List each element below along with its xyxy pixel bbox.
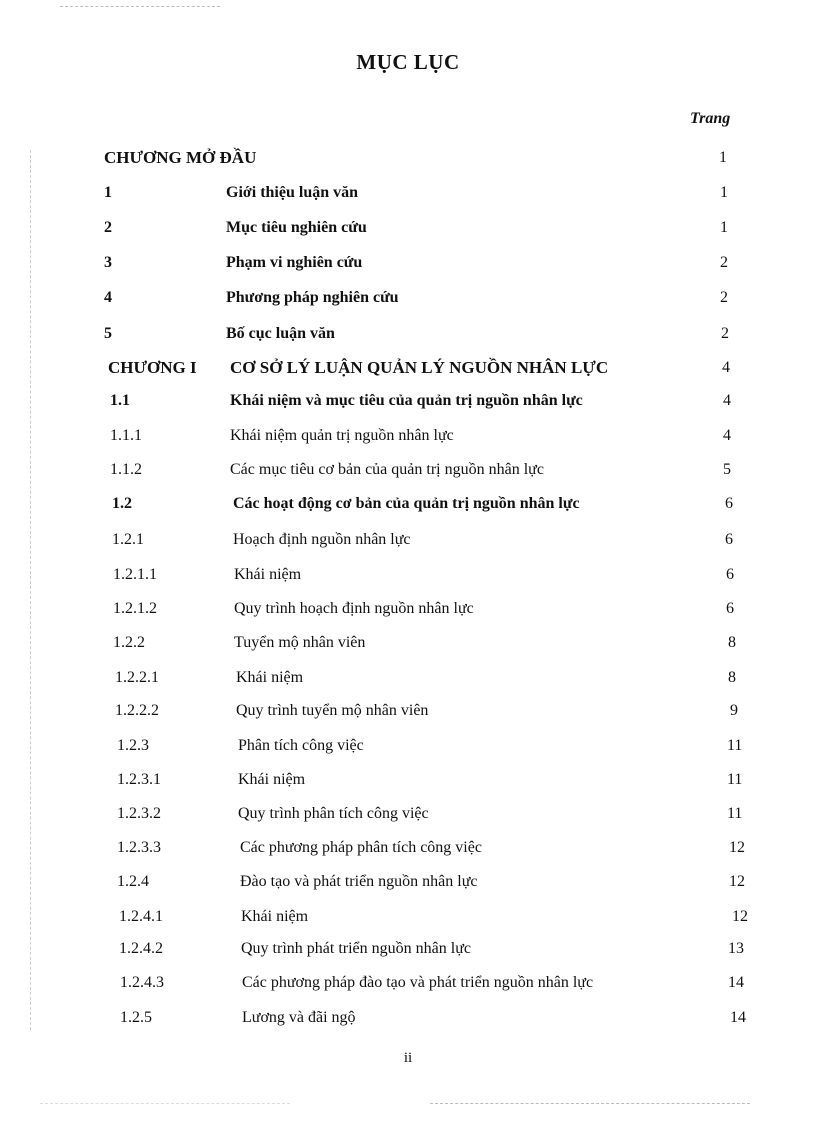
toc-entry-number: 3 [104, 254, 112, 271]
toc-entry-number: 1.2.2.1 [115, 669, 159, 686]
toc-entry-number: 1.1 [110, 392, 130, 409]
toc-entry [112, 492, 792, 516]
toc-entry [117, 802, 797, 826]
toc-entry-title: Hoạch định nguồn nhân lực [233, 531, 411, 548]
toc-entry-number: 1.2.2.2 [115, 702, 159, 719]
toc-entry [120, 1006, 800, 1030]
toc-entry-title: Khái niệm [236, 669, 304, 686]
toc-entry-title: Tuyển mộ nhân viên [234, 634, 366, 651]
toc-entry [110, 458, 790, 482]
toc-entry [120, 971, 800, 995]
toc-entry-page: 2 [720, 289, 728, 306]
toc-entry-title: CƠ SỞ LÝ LUẬN QUẢN LÝ NGUỒN NHÂN LỰC [230, 358, 609, 377]
toc-entry-page: 12 [729, 873, 745, 890]
toc-entry [117, 870, 797, 894]
toc-entry-page: 11 [727, 771, 743, 788]
toc-entry-number: 1.2.4.1 [119, 908, 163, 925]
toc-entry-page: 9 [730, 702, 738, 719]
toc-entry-page: 2 [721, 325, 729, 342]
toc-entry-title: Các phương pháp đào tạo và phát triển nguồn nhân lực [242, 974, 594, 991]
toc-entry-page: 4 [722, 359, 730, 376]
toc-entry [104, 181, 784, 205]
toc-entry-number: 1.2.3.3 [117, 839, 161, 856]
toc-entry-page: 12 [732, 908, 748, 925]
scan-edge-bottom [430, 1103, 750, 1104]
toc-entry-number: 5 [104, 325, 112, 342]
toc-entry-title: Phương pháp nghiên cứu [226, 289, 399, 306]
toc-entry-page: 6 [726, 566, 734, 583]
toc-entry [117, 836, 797, 860]
toc-entry-title: Lương và đãi ngộ [242, 1009, 356, 1026]
toc-entry-title: Khái niệm [241, 908, 309, 925]
page-title: MỤC LỤC [356, 50, 460, 74]
toc-entry [112, 528, 792, 552]
toc-entry-title: Khái niệm và mục tiêu của quản trị nguồn nhân lực [230, 392, 583, 409]
toc-entry-page: 11 [727, 805, 743, 822]
toc-entry [119, 905, 799, 929]
toc-entry-title: Bố cục luận văn [226, 325, 335, 342]
toc-entry-page: 5 [723, 461, 731, 478]
toc-entry-title: Đào tạo và phát triển nguồn nhân lực [240, 873, 478, 890]
toc-entry-number: 1.1.1 [110, 427, 142, 444]
toc-entry-number: 4 [104, 289, 112, 306]
toc-entry-title: Khái niệm [234, 566, 302, 583]
toc-entry [115, 699, 795, 723]
toc-entry-page: 8 [728, 669, 736, 686]
toc-entry [104, 286, 784, 310]
toc-entry-page: 11 [727, 737, 743, 754]
toc-entry [110, 424, 790, 448]
toc-entry-page: 4 [723, 392, 731, 409]
toc-entry-number: 1.2.2 [113, 634, 145, 651]
toc-entry-page: 6 [725, 495, 733, 512]
toc-entry [115, 666, 795, 690]
toc-entry-page: 14 [730, 1009, 746, 1026]
toc-entry-page: 6 [726, 600, 734, 617]
toc-entry-number: 1.2.1.2 [113, 600, 157, 617]
toc-entry-page: 1 [720, 184, 728, 201]
toc-entry-number: 1.2.5 [120, 1009, 152, 1026]
toc-entry [119, 937, 799, 961]
toc-entry-number: 1.2.3 [117, 737, 149, 754]
toc-entry [117, 768, 797, 792]
toc-entry [104, 216, 784, 240]
toc-entry-number: 1.1.2 [110, 461, 142, 478]
toc-entry-title: Quy trình phân tích công việc [238, 805, 429, 822]
toc-entry-title: Mục tiêu nghiên cứu [226, 219, 367, 236]
toc-entry-page: 2 [720, 254, 728, 271]
toc-entry [104, 146, 784, 170]
toc-entry-page: 1 [719, 149, 727, 166]
toc-entry-title: Các mục tiêu cơ bản của quản trị nguồn nhân lực [230, 461, 544, 478]
toc-entry-title: Khái niệm [238, 771, 306, 788]
scan-edge-bottom-left [40, 1103, 290, 1104]
toc-entry-number: CHƯƠNG MỞ ĐẦU [104, 148, 257, 167]
toc-entry [117, 734, 797, 758]
toc-entry-title: Quy trình tuyển mộ nhân viên [236, 702, 429, 719]
toc-entry-page: 1 [720, 219, 728, 236]
toc-entry-number: 1.2.3.1 [117, 771, 161, 788]
toc-entry-page: 4 [723, 427, 731, 444]
toc-entry-number: 1.2.4 [117, 873, 149, 890]
toc-entry [113, 631, 793, 655]
toc-entry-title: Quy trình phát triển nguồn nhân lực [241, 940, 471, 957]
toc-entry [113, 563, 793, 587]
toc-entry [104, 322, 784, 346]
page-column-label: Trang [690, 110, 731, 127]
toc-entry-title: Các phương pháp phân tích công việc [240, 839, 482, 856]
toc-entry-title: Giới thiệu luận văn [226, 184, 359, 201]
toc-entry [108, 356, 788, 380]
toc-entry-page: 14 [728, 974, 744, 991]
toc-entry-title: Các hoạt động cơ bản của quản trị nguồn nhân lực [233, 495, 580, 512]
toc-entry-title: Phạm vi nghiên cứu [226, 254, 363, 271]
toc-entry-title: Quy trình hoạch định nguồn nhân lực [234, 600, 474, 617]
toc-entry-number: 2 [104, 219, 112, 236]
toc-entry-number: 1.2.4.2 [119, 940, 163, 957]
toc-entry-page: 12 [729, 839, 745, 856]
toc-entry-title: Phân tích công việc [238, 737, 364, 754]
toc-entry-number: CHƯƠNG I [108, 358, 197, 377]
toc-entry-number: 1.2.3.2 [117, 805, 161, 822]
toc-entry-number: 1 [104, 184, 112, 201]
toc-entry-number: 1.2.1.1 [113, 566, 157, 583]
toc-entry-page: 8 [728, 634, 736, 651]
scan-edge-top [60, 6, 220, 7]
footer-page-number: ii [403, 1050, 413, 1066]
toc-entry [113, 597, 793, 621]
toc-entry-page: 13 [728, 940, 744, 957]
toc-entry-page: 6 [725, 531, 733, 548]
scan-edge-left [30, 150, 31, 1030]
toc-entry-number: 1.2.1 [112, 531, 144, 548]
toc-entry [110, 389, 790, 413]
toc-entry-title: Khái niệm quản trị nguồn nhân lực [230, 427, 454, 444]
toc-entry [104, 251, 784, 275]
toc-entry-number: 1.2 [112, 495, 132, 512]
toc-entry-number: 1.2.4.3 [120, 974, 164, 991]
